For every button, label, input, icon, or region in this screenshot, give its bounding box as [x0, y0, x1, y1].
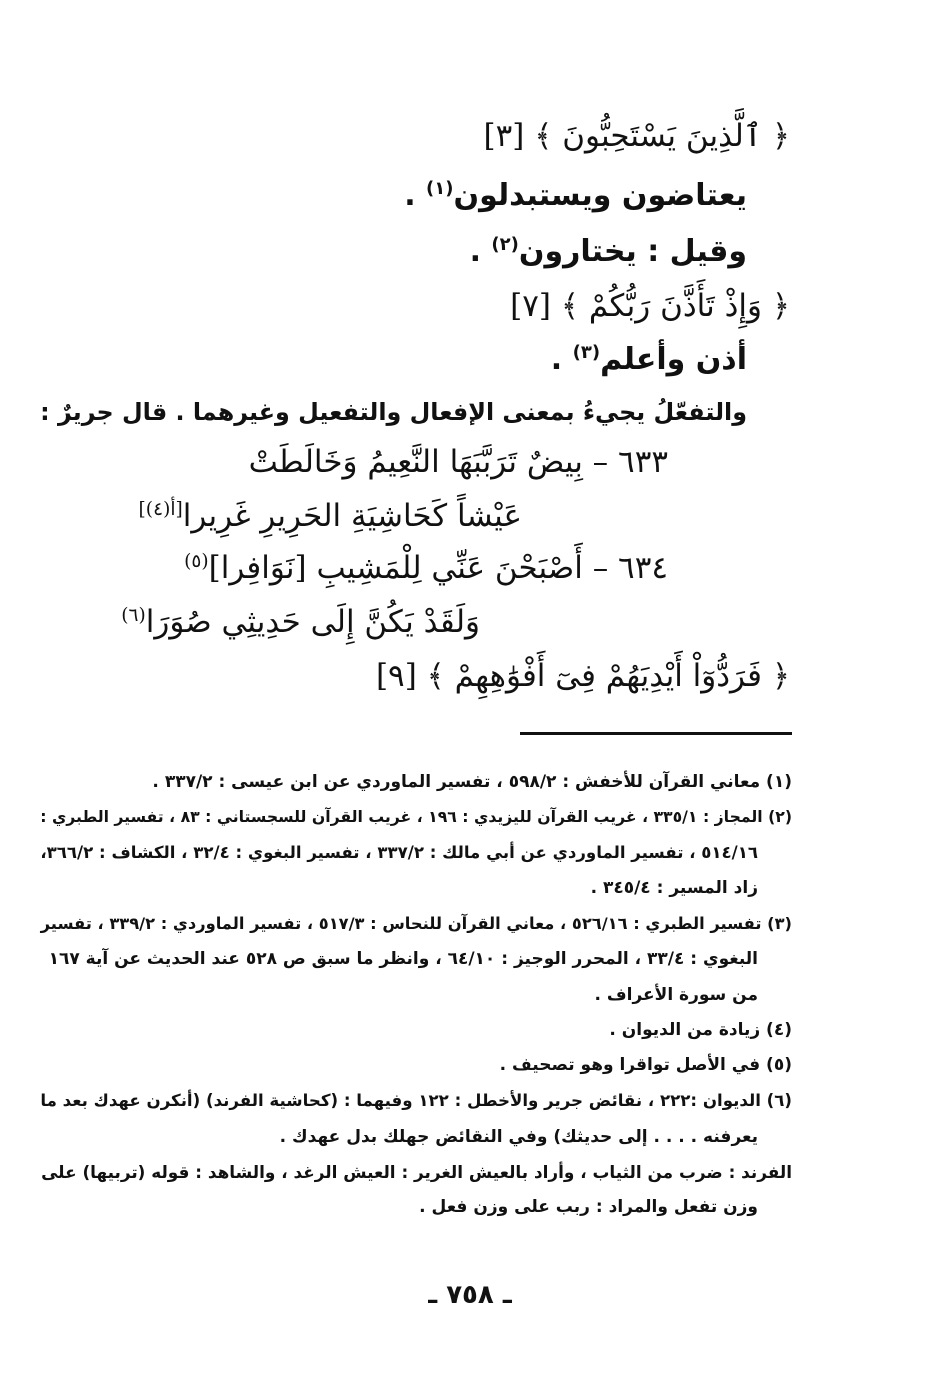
footnote-3: (٣) تفسير الطبري : ٥٢٦/١٦ ، معاني القرآن للنحاس : ٥١٧/٣ ، تفسير الماوردي : ٣٣٩/٢ ، تفسير: [40, 914, 792, 933]
footnote-3-cont: من سورة الأعراف .: [594, 985, 758, 1005]
gloss-line: أذن وأعلم$^{(٣)}$ .: [550, 342, 747, 377]
footnote-6-gloss-cont: وزن تفعل والمراد : ربب على وزن فعل .: [419, 1197, 758, 1217]
footnote-ref-5: (٥): [184, 550, 209, 572]
gloss-line: يعتاضون ويستبدلون$^{(١)}$ .: [404, 178, 747, 213]
footnote-6-cont: يعرفنه . . . . إلى حديثك) وفي النقائض جهلك بدل عهدك .: [279, 1127, 758, 1147]
footnote-separator: [520, 732, 792, 735]
footnote-ref-3: (٣): [572, 342, 601, 364]
footnote-6: (٦) الديوان :٢٢٢ ، نقائض جرير والأخطل : ١٢٢ وفيهما : (كحاشية الفرند) (أنكرن عهدك بعد ما: [40, 1091, 792, 1110]
footnote-5: (٥) في الأصل تواقرا وهو تصحيف .: [499, 1055, 792, 1075]
footnote-2: (٢) المجاز : ٣٣٥/١ ، غريب القرآن لليزيدي : ١٩٦ ، غريب القرآن للسجستاني : ٨٣ ، تفسير الطبري :: [40, 807, 792, 826]
page-number: ـ ٧٥٨ ـ: [428, 1280, 512, 1310]
footnote-ref-2: (٢): [491, 234, 519, 256]
footnote-ref-4: [أ(٤)]: [138, 498, 183, 520]
poem-line-634b: وَلَقَدْ يَكُنَّ إِلَى حَدِيثِي صُوَرَا$^{(٦)}$: [121, 604, 480, 640]
footnote-2-cont: ٥١٤/١٦ ، تفسير الماوردي عن أبي مالك : ٣٣٧/٢ ، تفسير البغوي : ٣٢/٤ ، الكشاف : ٣٦٦/٢،: [40, 843, 758, 862]
footnote-ref-6: (٦): [121, 604, 146, 626]
footnote-1: (١) معاني القرآن للأخفش : ٥٩٨/٢ ، تفسير الماوردي عن ابن عيسى : ٣٣٧/٢ .: [152, 772, 792, 792]
paragraph-line: والتفعّلُ يجيءُ بمعنى الإفعال والتفعيل وغيرهما . قال جريرٌ :: [40, 398, 747, 426]
poem-line-633a: ٦٣٣ – بِيضٌ تَرَبَّبَهَا النَّعِيمُ وَخَالَطَتْ: [248, 444, 668, 480]
verse-heading-3: ﴿ ٱلَّذِينَ يَسْتَحِبُّونَ ﴾ [٣]: [483, 118, 790, 154]
footnote-ref-1: (١): [426, 178, 454, 200]
footnote-4: (٤) زيادة من الديوان .: [609, 1020, 792, 1040]
footnote-2-cont: زاد المسير : ٣٤٥/٤ .: [590, 878, 758, 898]
footnote-6-gloss: الفرند : ضرب من الثياب ، وأراد بالعيش الغرير : العيش الرغد ، والشاهد : قوله (تربيها) على: [41, 1162, 792, 1182]
verse-heading-7: ﴿ وَإِذْ تَأَذَّنَ رَبُّكُمْ ﴾ [٧]: [510, 288, 790, 324]
poem-line-634a: ٦٣٤ – أَصْبَحْنَ عَنِّي لِلْمَشِيبِ [نَوَافِرا]$^{(٥)}$: [184, 550, 668, 586]
poem-line-633b: عَيْشاً كَحَاشِيَةِ الحَرِيرِ غَرِيرا[أ(٤)]: [138, 498, 522, 534]
verse-heading-9: ﴿ فَرَدُّوٓاْ أَيْدِيَهُمْ فِىٓ أَفْوَٰهِهِمْ ﴾ [٩]: [375, 658, 790, 694]
footnote-3-cont: البغوي : ٣٣/٤ ، المحرر الوجيز : ٦٤/١٠ ، وانظر ما سبق ص ٥٢٨ عند الحديث عن آية ١٦٧: [48, 949, 758, 969]
gloss-line: وقيل : يختارون$^{(٢)}$ .: [469, 234, 747, 269]
